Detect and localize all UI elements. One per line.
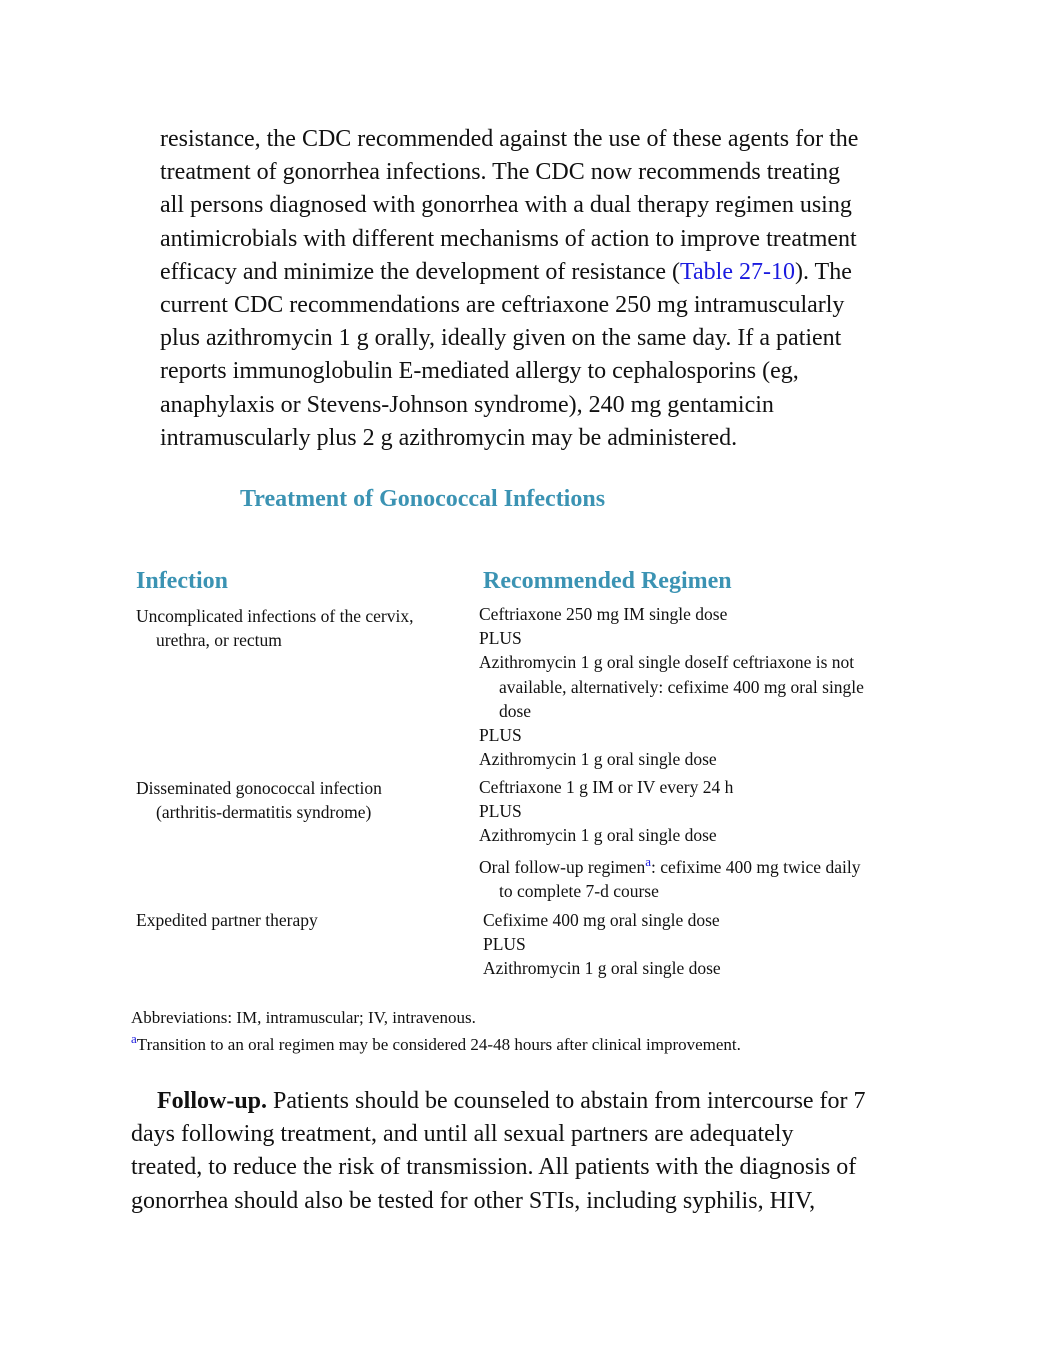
cell-line: Azithromycin 1 g oral single dose (483, 958, 721, 979)
followup-regimen-cell (479, 855, 860, 903)
cell-line (479, 855, 860, 879)
text-segment: : cefixime 400 mg twice daily (650, 857, 861, 877)
abbreviations-note: Abbreviations: IM, intramuscular; IV, intravenous. (131, 1008, 476, 1027)
column-header-infection: Infection (136, 568, 228, 594)
footnote-marker: a (131, 1031, 137, 1046)
footnote-marker[interactable]: a (645, 854, 651, 869)
cell-line: available, alternatively: cefixime 400 mg oral single (499, 676, 864, 697)
cell-line: dose (499, 700, 532, 721)
footnote (131, 1031, 741, 1055)
cell-line: Expedited partner therapy (136, 910, 318, 930)
cell-line: PLUS (479, 725, 522, 746)
infection-cell (136, 604, 413, 652)
cell-line: Azithromycin 1 g oral single dose (479, 749, 717, 770)
text-line: antimicrobials with different mechanisms of action to improve treatment (160, 225, 857, 252)
regimen-cell (479, 775, 733, 848)
cell-line: Azithromycin 1 g oral single doseIf ceftriaxone is not (479, 652, 855, 673)
followup-paragraph (131, 1085, 931, 1218)
cell-line: PLUS (479, 801, 522, 822)
text-segment: Patients should be counseled to abstain from intercourse for 7 (267, 1088, 866, 1114)
text-line: reports immunoglobulin E-mediated allergy to cephalosporins (eg, (160, 358, 799, 385)
text-line (131, 1085, 931, 1118)
infection-cell (136, 908, 318, 932)
cell-line: Ceftriaxone 250 mg IM single dose (479, 604, 728, 624)
text-line: plus azithromycin 1 g orally, ideally given on the same day. If a patient (160, 325, 842, 352)
cell-line: Cefixime 400 mg oral single dose (483, 910, 720, 930)
cell-line: Uncomplicated infections of the cervix, (136, 606, 414, 626)
text-line: resistance, the CDC recommended against the use of these agents for the (160, 126, 859, 152)
infection-cell (136, 776, 382, 824)
table-title: Treatment of Gonococcal Infections (240, 486, 606, 512)
regimen-cell (483, 908, 721, 981)
regimen-cell (479, 602, 864, 771)
text-line: intramuscularly plus 2 g azithromycin may be administered. (160, 424, 738, 451)
table-reference-link[interactable]: Table 27-10 (680, 258, 795, 285)
text-segment: ). The (794, 258, 852, 285)
cell-line: urethra, or rectum (156, 630, 282, 651)
text-segment: Oral follow-up regimen (479, 857, 646, 877)
text-line: current CDC recommendations are ceftriaxone 250 mg intramuscularly (160, 292, 845, 319)
cell-line: (arthritis-dermatitis syndrome) (156, 802, 372, 823)
column-header-regimen: Recommended Regimen (483, 568, 732, 594)
cell-line: PLUS (483, 934, 526, 955)
cell-line: Ceftriaxone 1 g IM or IV every 24 h (479, 777, 734, 797)
text-line: treatment of gonorrhea infections. The CDC now recommends treating (160, 159, 841, 186)
section-heading: Follow-up. (157, 1088, 268, 1114)
text-line: anaphylaxis or Stevens-Johnson syndrome), 240 mg gentamicin (160, 391, 774, 418)
text-segment: efficacy and minimize the development of resistance ( (160, 258, 681, 285)
footnote-text: Transition to an oral regimen may be considered 24-48 hours after clinical improvement. (136, 1035, 741, 1054)
text-line: days following treatment, and until all sexual partners are adequately (131, 1121, 794, 1148)
cell-line: Azithromycin 1 g oral single dose (479, 825, 717, 846)
text-line (160, 256, 930, 289)
text-line: all persons diagnosed with gonorrhea with a dual therapy regimen using (160, 192, 852, 219)
cell-line: to complete 7-d course (499, 881, 659, 902)
cell-line: Disseminated gonococcal infection (136, 778, 382, 798)
text-line: gonorrhea should also be tested for other STIs, including syphilis, HIV, (131, 1187, 816, 1214)
text-line: treated, to reduce the risk of transmission. All patients with the diagnosis of (131, 1154, 857, 1181)
cell-line: PLUS (479, 628, 522, 649)
intro-paragraph (160, 123, 930, 455)
